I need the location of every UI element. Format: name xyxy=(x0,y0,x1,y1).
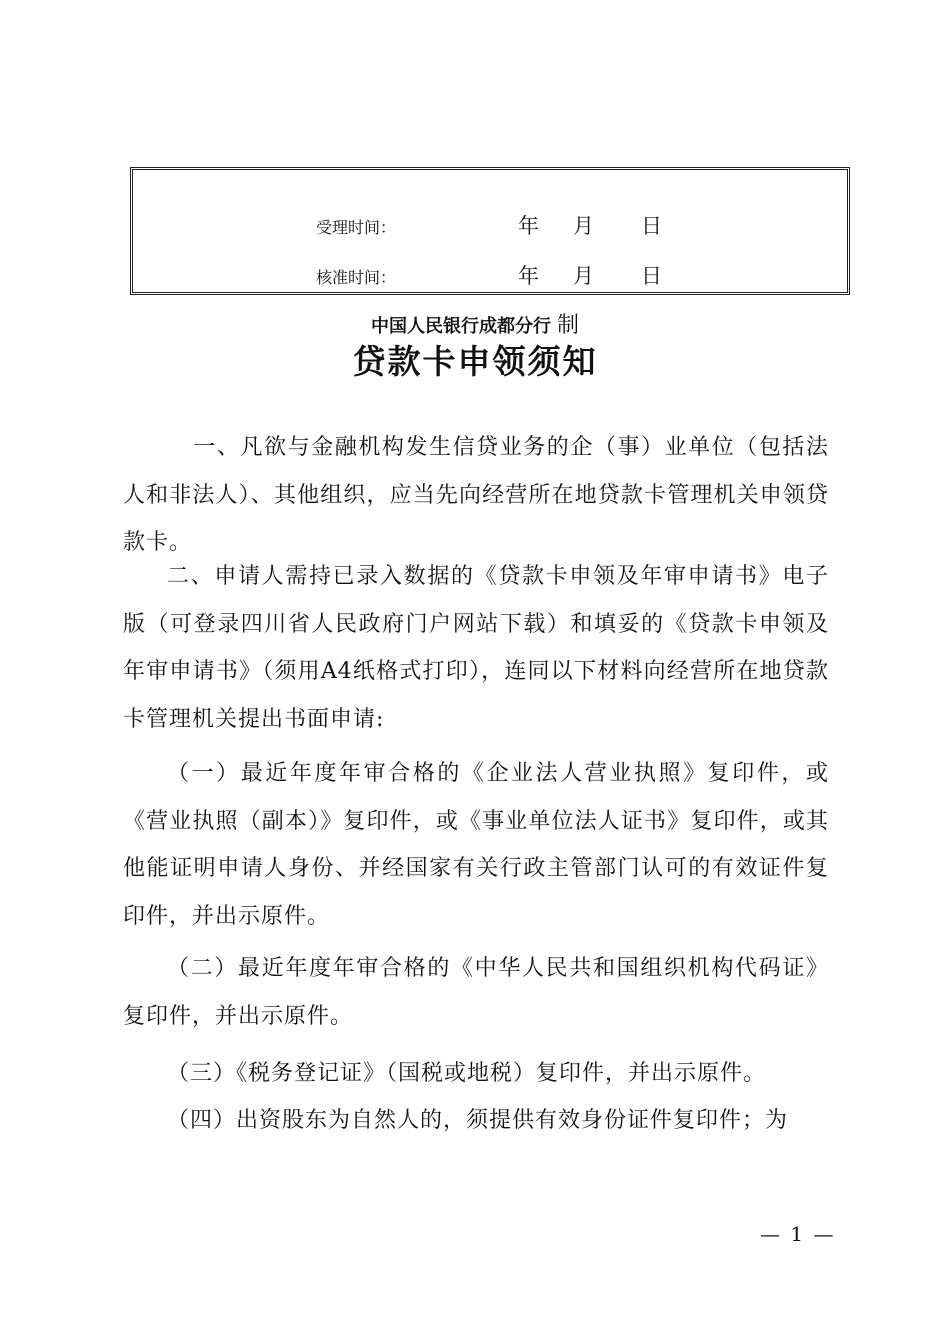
accept-day-label: 日 xyxy=(641,214,662,238)
paragraph-3-text: （一）最近年度年审合格的《企业法人营业执照》复印件，或《营业执照（副本）》复印件，或《事业单位法人证书》复印件，或其他能证明申请人身份、并经国家有关行政主管部门认可的有效证件复印件，并出示原件。 xyxy=(123,761,829,929)
issuer-suffix: 制 xyxy=(556,313,579,338)
paragraph-2 xyxy=(123,553,829,743)
receipt-box xyxy=(130,167,850,295)
accept-month-label: 月 xyxy=(573,214,594,238)
accept-year-label: 年 xyxy=(518,214,539,238)
paragraph-6 xyxy=(123,1097,829,1145)
paragraph-2-text: 二、申请人需持已录入数据的《贷款卡申领及年审申请书》电子版（可登录四川省人民政府门户网站下载）和填妥的《贷款卡申领及年审申请书》（须用A4纸格式打印），连同以下材料向经营所在地贷款卡管理机关提出书面申请: xyxy=(123,564,829,732)
approve-year-label: 年 xyxy=(518,264,539,288)
paragraph-5 xyxy=(123,1050,829,1098)
accept-time-label: 受理时间： xyxy=(316,218,397,237)
paragraph-4 xyxy=(123,945,829,1040)
page-number: — 1 — xyxy=(760,1222,836,1246)
paragraph-1-text: 一、凡欲与金融机构发生信贷业务的企（事）业单位（包括法人和非法人）、其他组织，应当先向经营所在地贷款卡管理机关申领贷款卡。 xyxy=(123,435,829,555)
paragraph-3 xyxy=(123,750,829,940)
approve-time-label: 核准时间： xyxy=(316,268,397,287)
paragraph-6-text: （四）出资股东为自然人的，须提供有效身份证件复印件；为 xyxy=(167,1108,789,1133)
document-title: 贷款卡申领须知 xyxy=(352,342,598,381)
paragraph-5-text: （三）《税务登记证》（国税或地税）复印件，并出示原件。 xyxy=(167,1061,767,1086)
approve-time-row xyxy=(133,260,847,290)
issuer-line xyxy=(0,308,950,339)
paragraph-4-text: （二）最近年度年审合格的《中华人民共和国组织机构代码证》复印件，并出示原件。 xyxy=(123,956,829,1029)
approve-month-label: 月 xyxy=(573,264,594,288)
approve-day-label: 日 xyxy=(641,264,662,288)
paragraph-1 xyxy=(123,424,829,567)
accept-time-row xyxy=(133,210,847,240)
issuer-org: 中国人民银行成都分行 xyxy=(370,316,551,337)
